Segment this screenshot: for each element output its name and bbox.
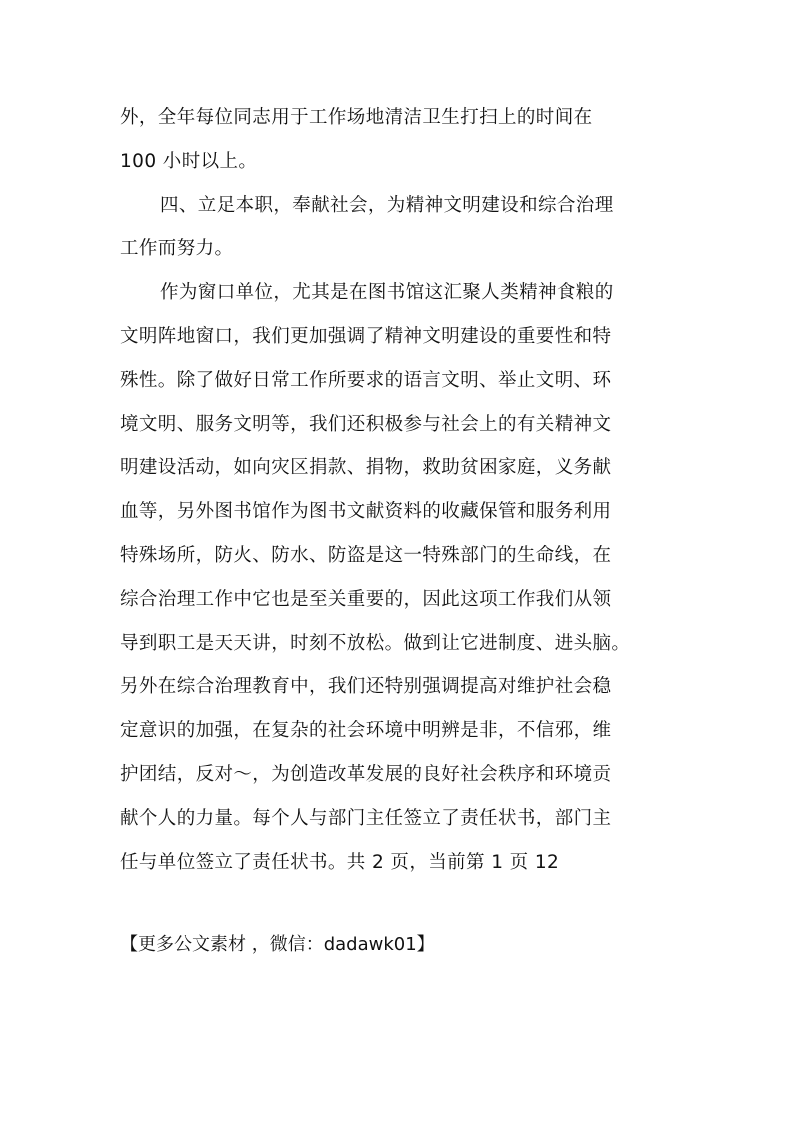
document-body [120,96,680,884]
paragraph-start-line: 作为窗口单位，尤其是在图书馆这汇聚人类精神食粮的 [160,282,614,304]
text-line: 献个人的力量。每个人与部门主任签立了责任状书，部门主 [120,807,612,829]
text-line: 文明阵地窗口，我们更加强调了精神文明建设的重要性和特 [120,325,612,347]
text-line: 血等，另外图书馆作为图书文献资料的收藏保管和服务利用 [120,501,612,523]
footer-note: 【更多公文素材 ，微信：dadawk01】 [120,934,435,955]
text-line: 任与单位签立了责任状书。共 2 页，当前第 1 页 12 [120,851,560,873]
section-heading-line: 四、立足本职，奉献社会，为精神文明建设和综合治理 [160,194,614,216]
text-line: 特殊场所，防火、防水、防盗是这一特殊部门的生命线，在 [120,544,612,566]
text-line: 定意识的加强，在复杂的社会环境中明辨是非，不信邪，维 [120,720,612,742]
text-line: 综合治理工作中它也是至关重要的，因此这项工作我们从领 [120,588,612,610]
text-line: 导到职工是天天讲，时刻不放松。做到让它进制度、进头脑。 [120,632,631,654]
text-line: 殊性。除了做好日常工作所要求的语言文明、举止文明、环 [120,369,612,391]
text-line: 100 小时以上。 [120,150,258,172]
text-line: 明建设活动，如向灾区捐款、捐物，救助贫困家庭，义务献 [120,457,612,479]
section-heading-line: 工作而努力。 [120,238,234,260]
text-line: 另外在综合治理教育中，我们还特别强调提高对维护社会稳 [120,676,612,698]
text-line: 护团结，反对～，为创造改革发展的良好社会秩序和环境贡 [120,763,612,785]
text-line: 外，全年每位同志用于工作场地清洁卫生打扫上的时间在 [120,107,593,128]
text-line: 境文明、服务文明等，我们还积极参与社会上的有关精神文 [120,413,612,435]
